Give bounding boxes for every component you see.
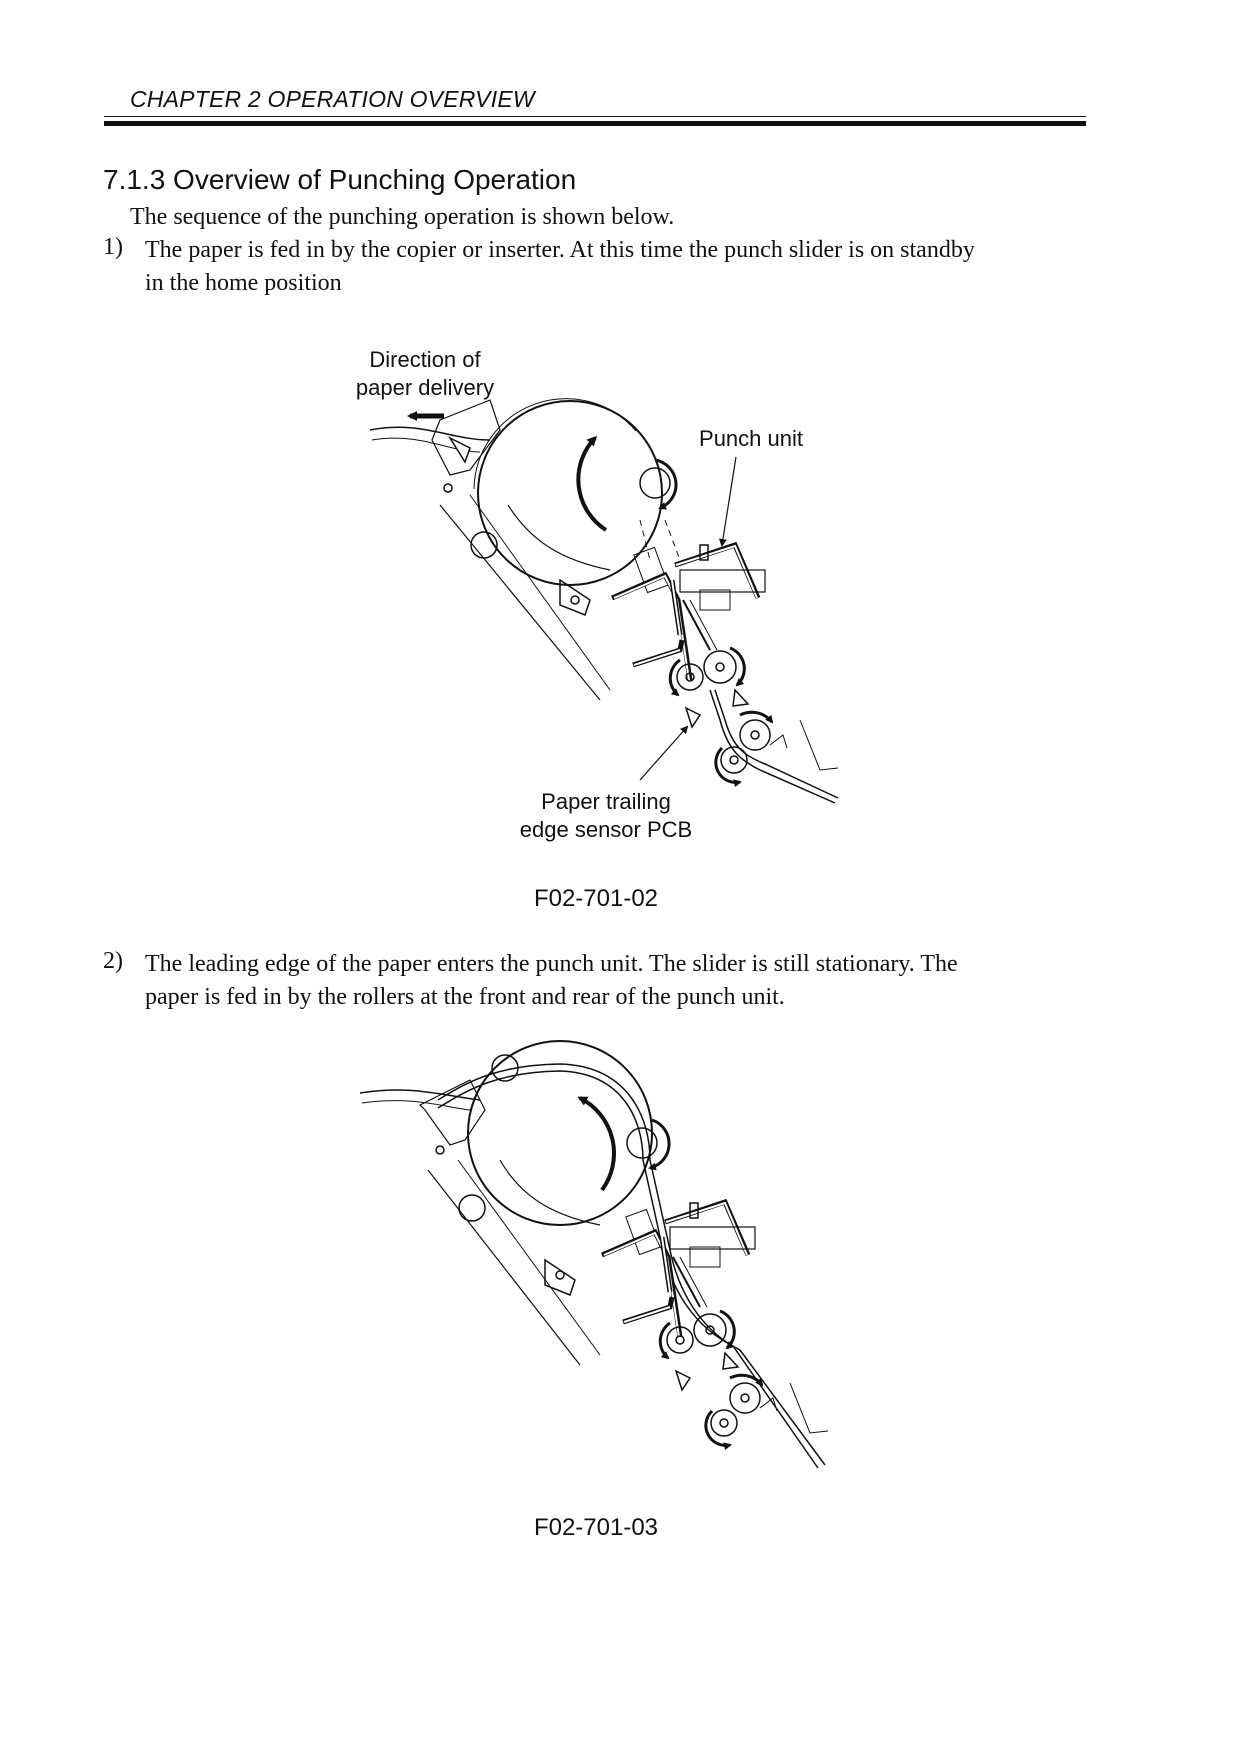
roller-1b	[694, 1314, 726, 1346]
chapter-header: CHAPTER 2 OPERATION OVERVIEW	[130, 86, 535, 112]
label-direction-line-1: Direction of	[369, 347, 481, 372]
paper-wrap	[438, 1064, 825, 1465]
step-2-number: 2)	[103, 948, 123, 974]
label-sensor-line-2: edge sensor PCB	[519, 817, 693, 842]
step-1-line-1: The paper is fed in by the copier or inserter. At this time the punch slider is on standby	[145, 237, 975, 263]
sensor-triangle-left	[676, 1371, 690, 1390]
drum-rotation-arrow	[578, 438, 606, 530]
section-intro: The sequence of the punching operation is shown below.	[130, 204, 675, 230]
label-punch-unit: Punch unit	[699, 426, 803, 451]
sensor-triangle-right	[723, 1353, 738, 1369]
drum	[468, 1041, 652, 1225]
upper-roller	[640, 468, 670, 498]
roller-1b	[704, 651, 736, 683]
diagram-paper-enters-punch	[360, 1041, 828, 1468]
step-1-line-2: in the home position	[145, 270, 342, 296]
figure-2-caption: F02-701-03	[533, 1514, 659, 1541]
roller-2a	[740, 720, 770, 750]
diagram-punch-standby	[370, 399, 838, 803]
step-2-line-1: The leading edge of the paper enters the punch unit. The slider is still stationary. The	[145, 951, 958, 977]
figure-1-caption: F02-701-02	[533, 885, 659, 912]
label-direction-line-2: paper delivery	[355, 375, 495, 400]
sensor-triangle-left	[686, 708, 700, 727]
sensor-leader	[640, 727, 687, 780]
punch-unit-leader	[722, 457, 736, 545]
sensor-triangle-right	[733, 690, 748, 706]
drum-rotation-arrow	[580, 1098, 614, 1190]
step-2-line-2: paper is fed in by the rollers at the front and rear of the punch unit.	[145, 984, 785, 1010]
label-sensor-line-1: Paper trailing	[541, 789, 671, 814]
section-title: 7.1.3 Overview of Punching Operation	[103, 164, 577, 195]
roller-2b	[711, 1410, 737, 1436]
roller-2a	[730, 1383, 760, 1413]
paper-path	[710, 690, 835, 803]
step-1-number: 1)	[103, 234, 123, 260]
